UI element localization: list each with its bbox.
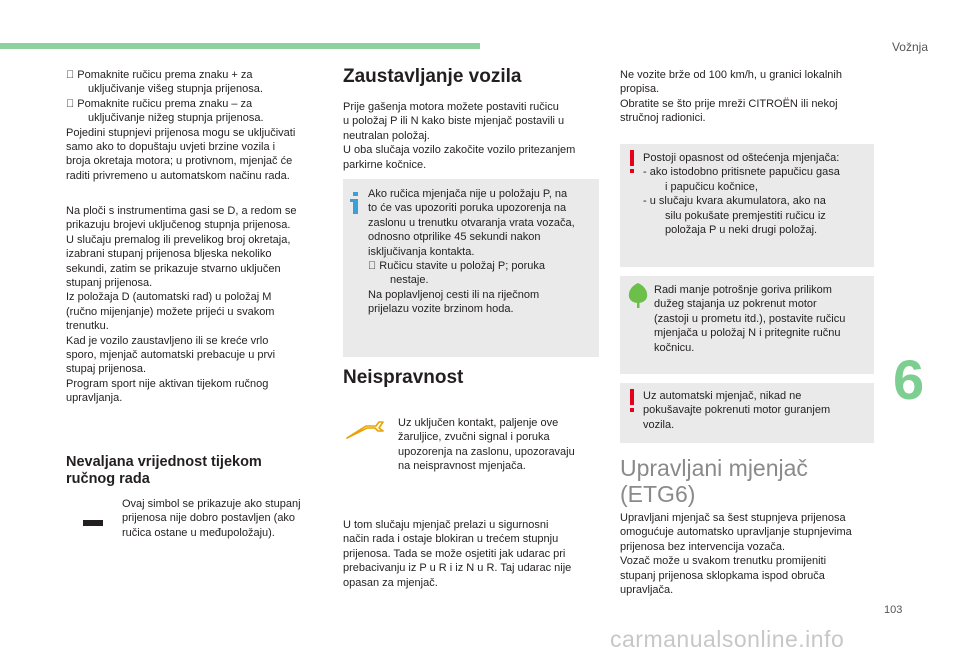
fault-heading: Neispravnost <box>343 367 464 388</box>
page-number: 103 <box>884 604 903 616</box>
etg6-heading: Upravljani mjenjač (ETG6) <box>620 455 808 507</box>
stopping-vehicle-text: Prije gašenja motora možete postaviti ručicu u položaj P ili N kako biste mjenjač postavili u neutralan položaj. U oba slučaja vozilo zakočite vozilo pritezanjem parkirne kočnice. <box>343 101 576 171</box>
header-accent-bar <box>0 43 480 49</box>
col3-speed-text: Ne vozite brže od 100 km/h, u granici lokalnih propisa. Obratite se što prije mreži CITROËN ili nekoj stručnoj radionici. <box>620 69 842 125</box>
col1-instrument-text: Na ploči s instrumentima gasi se D, a redom se prikazuju brojevi uključenog stupnja prijenosa. U slučaju premalog ili prevelikog broj okretaja, izabrani stupanj prijenosa bljeska nekoliko sekundi, zatim se prikazuje stvarno uključen stupanj prijenosa. Iz položaja D (automatski rad) u položaj M (ručno mijenjanje) možete prijeći u svakom trenutku. Kad je vozilo zaustavljeno ili se kreće vrlo sporo, mjenjač automatski prebacuje u prvi stupaj prijenosa. Program sport nije aktivan tijekom ručnog upravljanja. <box>66 205 297 405</box>
chapter-number: 6 <box>893 348 925 411</box>
wrench-icon <box>346 420 384 440</box>
info-box-text: Ako ručica mjenjača nije u položaju P, na to će vas upozoriti poruka upozorenja na zaslonu u trenutku otvaranja vrata vozača, odnosno otprilike 45 sekundi nakon isključivanja kontakta. Ručicu stavite u položaj P; poruka nestaje. Na poplavljenoj cesti ili na riječnom prijelazu vozite brzinom hoda. <box>368 188 575 316</box>
eco-leaf-icon <box>627 282 649 308</box>
col1-intro-text: Pomaknite ručicu prema znaku + za uključivanje višeg stupnja prijenosa. Pomaknite ručicu prema znaku – za uključivanje nižeg stupnja prijenosa. Pojedini stupnjevi prijenosa mogu se uključivati samo ako to dopuštaju uvjeti brzine vozila i broja okretaja motora; u protivnom, mjenjač će raditi privremeno u automatskom načinu rada. <box>66 69 296 182</box>
eco-box-text: Radi manje potrošnje goriva prilikom dužeg stajanja uz pokrenut motor (zastoji u prometu itd.), postavite ručicu mjenjača u položaj N i pritegnite ručnu kočnicu. <box>654 284 846 354</box>
etg6-text: Upravljani mjenjač sa šest stupnjeva prijenosa omogućuje automatsko upravljanje stupnjevima prijenosa bez intervencija vozača. Vozač može u svakom trenutku promijeniti stupanj prijenosa sklopkama ispod obruča upravljača. <box>620 512 852 597</box>
invalid-gear-text: Ovaj simbol se prikazuje ako stupanj prijenosa nije dobro postavljen (ako ručica ostane u međupoložaju). <box>122 498 301 539</box>
watermark: carmanualsonline.info <box>610 626 845 649</box>
invalid-gear-heading: Nevaljana vrijednost tijekom ručnog rada <box>66 454 262 487</box>
info-icon <box>349 192 363 214</box>
gear-bar-symbol <box>83 520 103 526</box>
section-name: Vožnja <box>891 40 928 54</box>
warning-box-2-text: Uz automatski mjenjač, nikad ne pokušavajte pokrenuti motor guranjem vozila. <box>643 390 831 431</box>
stopping-vehicle-heading: Zaustavljanje vozila <box>343 66 522 87</box>
fault-text: Uz uključen kontakt, paljenje ove žaruljice, zvučni signal i poruka upozorenja na zaslonu, upozoravaju na neispravnost mjenjača. <box>398 417 575 473</box>
warning-icon <box>628 389 636 413</box>
fault-consequence-text: U tom slučaju mjenjač prelazi u sigurnosni način rada i ostaje blokiran u trećem stupnju prijenosa. Tada se može osjetiti jak udarac pri prebacivanju iz P u R i iz N u R. Taj udarac nije opasan za mjenjač. <box>343 519 572 589</box>
warning-icon <box>628 150 636 174</box>
warning-box-1-text: Postoji opasnost od oštećenja mjenjača: - ako istodobno pritisnete papučicu gasa i papučicu kočnice, - u slučaju kvara akumulatora, ako na silu pokušate premjestiti ručicu iz položaja P u neki drugi položaj. <box>643 152 840 237</box>
